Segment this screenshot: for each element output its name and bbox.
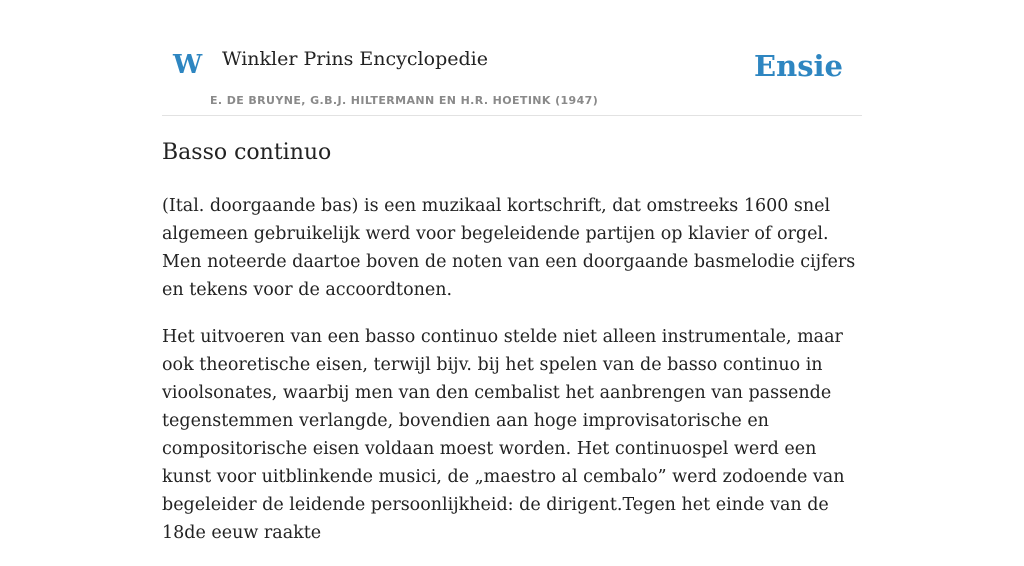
publication-title[interactable]: Winkler Prins Encyclopedie bbox=[222, 48, 488, 70]
ensie-logo[interactable]: Ensie bbox=[754, 49, 843, 83]
article-body bbox=[162, 192, 862, 566]
article-title: Basso continuo bbox=[162, 140, 332, 165]
article-paragraph: Het uitvoeren van een basso continuo stelde niet alleen instrumentale, maar ook theoretische eisen, terwijl bijv. bij het spelen van de basso continuo in vioolsonates, waarbij men van den cembalist het aanbrengen van passende tegenstemmen verlangde, bovendien aan hoge improvisatorische en compositorische eisen voldaan moest worden. Het continuospel werd een kunst voor uitblinkende musici, de „maestro al cembalo” werd zodoende van begeleider de leidende persoonlijkheid: de dirigent.Tegen het einde van de 18de eeuw raakte bbox=[162, 327, 845, 543]
article-paragraph: (Ital. doorgaande bas) is een muzikaal kortschrift, dat omstreeks 1600 snel algemeen gebruikelijk werd voor begeleidende partijen op klavier of orgel. Men noteerde daartoe boven de noten van een doorgaande basmelodie cijfers en tekens voor de accoordtonen. bbox=[162, 196, 856, 300]
publication-authors: E. DE BRUYNE, G.B.J. HILTERMANN EN H.R. HOETINK (1947) bbox=[210, 94, 599, 107]
publication-logo[interactable]: W bbox=[173, 50, 203, 80]
site-header bbox=[162, 40, 862, 116]
